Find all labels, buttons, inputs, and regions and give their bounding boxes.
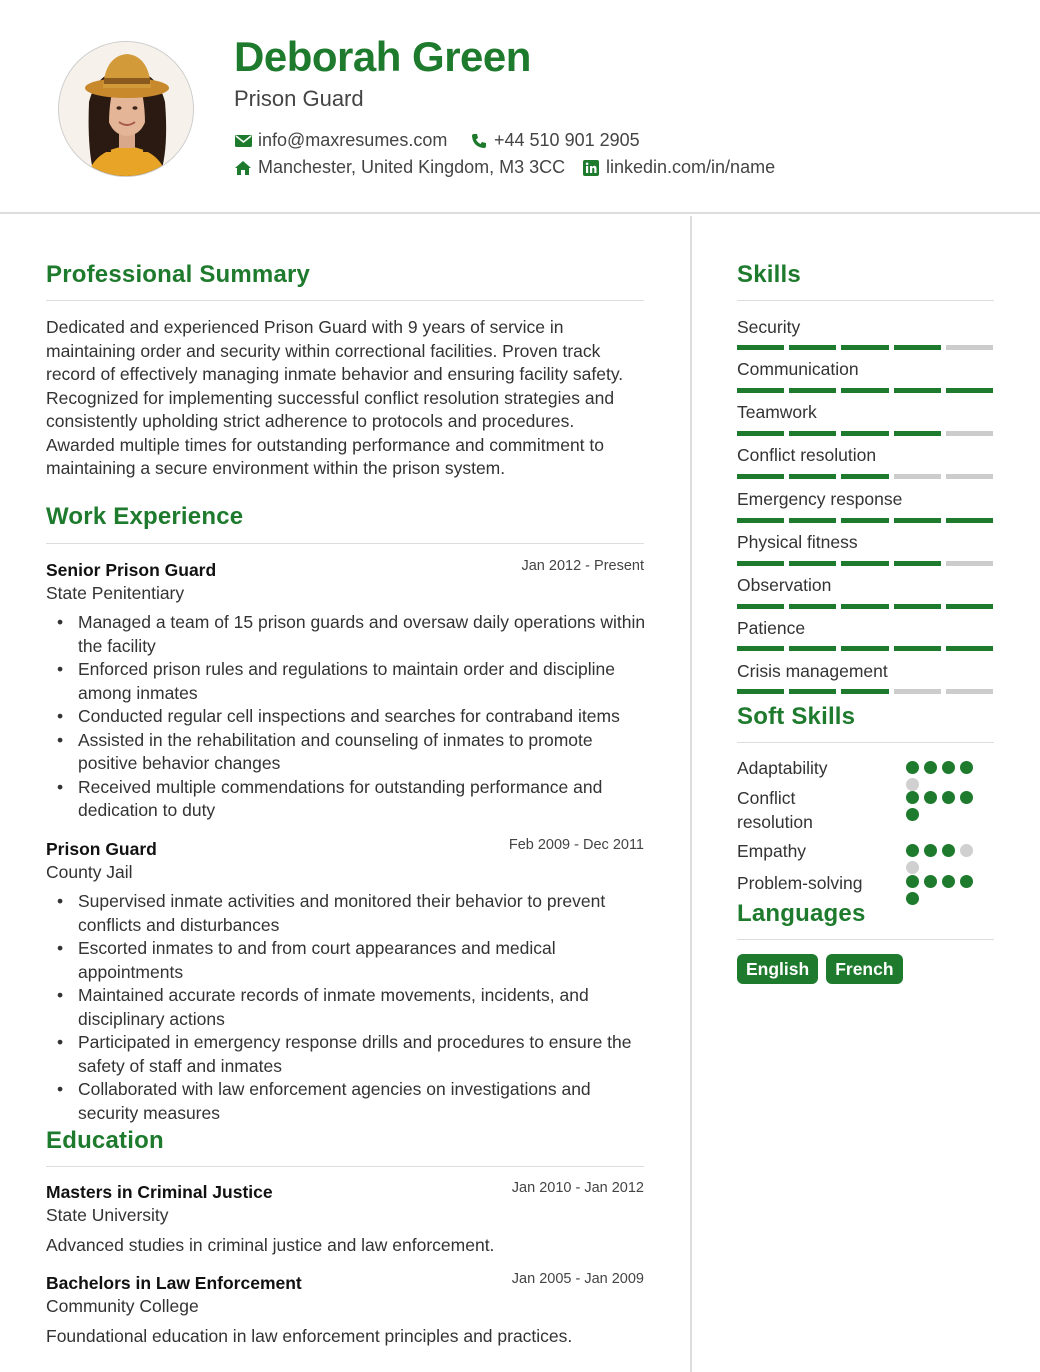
skill-level-segment <box>946 689 993 694</box>
rating-dot <box>924 791 937 804</box>
column-divider <box>690 216 692 1372</box>
skill-name: Security <box>737 317 801 337</box>
school-name: Community College <box>46 1296 199 1316</box>
soft-skill-rating <box>906 844 982 874</box>
skill-level-segment <box>946 388 993 393</box>
list-item: • Received multiple commendations for outstanding performance and dedication to duty <box>46 776 646 823</box>
skill-level-segment <box>737 474 784 479</box>
language-badge: English <box>737 954 818 984</box>
skill-level-segment <box>946 518 993 523</box>
skill-level-bar <box>737 345 993 350</box>
rating-dot <box>960 791 973 804</box>
skill-level-segment <box>737 431 784 436</box>
job-bullets <box>46 890 646 1125</box>
rating-dot <box>906 791 919 804</box>
rating-dot <box>906 844 919 857</box>
list-item: • Conducted regular cell inspections and searches for contraband items <box>46 705 646 729</box>
summary-heading: Professional Summary <box>46 261 311 288</box>
job-date: Jan 2012 - Present <box>521 558 644 574</box>
skill-name: Physical fitness <box>737 532 858 552</box>
list-item: • Managed a team of 15 prison guards and oversaw daily operations within the facility <box>46 611 646 658</box>
rating-dot <box>960 761 973 774</box>
linkedin-text: linkedin.com/in/name <box>606 157 776 177</box>
skill-level-segment <box>841 388 888 393</box>
education-divider <box>46 1166 644 1167</box>
skill-level-segment <box>946 561 993 566</box>
skill-level-segment <box>789 388 836 393</box>
list-item: • Enforced prison rules and regulations to maintain order and discipline among inmates <box>46 658 646 705</box>
phone-icon <box>470 132 488 150</box>
skill-level-segment <box>789 518 836 523</box>
skill-level-segment <box>894 431 941 436</box>
job-bullets <box>46 611 646 823</box>
candidate-role: Prison Guard <box>234 86 364 111</box>
skill-name: Patience <box>737 618 806 638</box>
skills-divider <box>737 300 994 301</box>
skill-level-segment <box>841 474 888 479</box>
soft-skill-rating <box>906 875 982 905</box>
languages-list <box>737 954 903 984</box>
candidate-name: Deborah Green <box>234 33 531 80</box>
resume-header <box>0 0 1040 214</box>
home-icon <box>234 159 252 177</box>
skill-level-segment <box>894 561 941 566</box>
summary-divider <box>46 300 644 301</box>
skill-level-segment <box>841 518 888 523</box>
soft-skill-name: Adaptability <box>737 758 828 778</box>
skill-level-segment <box>789 345 836 350</box>
skill-level-segment <box>894 345 941 350</box>
rating-dot <box>906 875 919 888</box>
skill-level-segment <box>894 604 941 609</box>
list-item: • Participated in emergency response drills and procedures to ensure the safety of staff and inmates <box>46 1031 646 1078</box>
contact-linkedin[interactable] <box>582 157 775 178</box>
skill-level-segment <box>737 646 784 651</box>
education-date: Jan 2010 - Jan 2012 <box>511 1180 644 1196</box>
skill-name: Crisis management <box>737 661 888 681</box>
languages-divider <box>737 939 994 940</box>
rating-dot <box>924 875 937 888</box>
skill-level-segment <box>894 518 941 523</box>
skill-name: Emergency response <box>737 489 903 509</box>
skill-level-segment <box>946 345 993 350</box>
rating-dot <box>942 761 955 774</box>
experience-divider <box>46 543 644 544</box>
skill-level-bar <box>737 689 993 694</box>
address-text: Manchester, United Kingdom, M3 3CC <box>258 157 566 177</box>
soft-skills-divider <box>737 742 994 743</box>
phone-text: +44 510 901 2905 <box>494 130 640 150</box>
skill-level-segment <box>946 431 993 436</box>
skill-level-segment <box>789 689 836 694</box>
rating-dot <box>960 844 973 857</box>
education-heading: Education <box>46 1127 164 1154</box>
soft-skill-rating <box>906 761 982 791</box>
skill-level-segment <box>737 345 784 350</box>
skill-level-segment <box>841 345 888 350</box>
skill-name: Teamwork <box>737 402 817 422</box>
skill-level-segment <box>946 604 993 609</box>
education-description: Foundational education in law enforcement principles and practices. <box>46 1326 573 1346</box>
rating-dot <box>942 791 955 804</box>
skill-name: Observation <box>737 575 832 595</box>
job-title: Senior Prison Guard <box>46 560 217 580</box>
job-title: Prison Guard <box>46 839 157 859</box>
skill-level-bar <box>737 604 993 609</box>
skill-level-segment <box>841 431 888 436</box>
rating-dot <box>906 892 919 905</box>
skill-level-bar <box>737 474 993 479</box>
list-item: • Maintained accurate records of inmate movements, incidents, and disciplinary actions <box>46 984 646 1031</box>
contact-address <box>234 157 565 178</box>
rating-dot <box>906 778 919 791</box>
skill-level-segment <box>841 646 888 651</box>
soft-skills-heading: Soft Skills <box>737 703 856 730</box>
education-date: Jan 2005 - Jan 2009 <box>511 1271 644 1287</box>
contact-email[interactable] <box>234 130 447 151</box>
skill-level-segment <box>737 561 784 566</box>
list-item: • Escorted inmates to and from court appearances and medical appointments <box>46 937 646 984</box>
soft-skill-name: Empathy <box>737 841 807 861</box>
summary-text: Dedicated and experienced Prison Guard with 9 years of service in maintaining order and security within correctional facilities. Proven track record of effectively managing inmate behavior and ensuring facility safety. Recognized for implementing successful conflict resolution strategies and consistently upholding strict adherence to protocols and procedures. Awarded multiple times for outstanding performance and commitment to maintaining a secure environment within the prison system. <box>46 317 624 478</box>
list-item: • Assisted in the rehabilitation and counseling of inmates to promote positive behavior changes <box>46 729 646 776</box>
skill-level-segment <box>789 646 836 651</box>
rating-dot <box>942 875 955 888</box>
skill-level-bar <box>737 431 993 436</box>
skill-name: Conflict resolution <box>737 445 877 465</box>
skill-level-segment <box>737 518 784 523</box>
skill-level-segment <box>841 689 888 694</box>
job-organization: State Penitentiary <box>46 583 185 603</box>
skill-name: Communication <box>737 359 859 379</box>
contact-phone[interactable] <box>470 130 640 151</box>
skill-level-segment <box>894 689 941 694</box>
skill-level-segment <box>789 431 836 436</box>
rating-dot <box>906 808 919 821</box>
skill-level-segment <box>737 604 784 609</box>
rating-dot <box>942 844 955 857</box>
rating-dot <box>906 761 919 774</box>
soft-skill-name: Conflict resolution <box>737 788 813 832</box>
skill-level-segment <box>894 646 941 651</box>
skill-level-segment <box>789 561 836 566</box>
list-item: • Collaborated with law enforcement agencies on investigations and security measures <box>46 1078 646 1125</box>
soft-skill-name: Problem-solving <box>737 873 863 893</box>
skill-level-bar <box>737 561 993 566</box>
avatar <box>58 41 194 177</box>
skills-heading: Skills <box>737 261 801 288</box>
skill-level-segment <box>841 604 888 609</box>
list-item: • Supervised inmate activities and monitored their behavior to prevent conflicts and disturbances <box>46 890 646 937</box>
skill-level-bar <box>737 646 993 651</box>
job-date: Feb 2009 - Dec 2011 <box>508 837 644 853</box>
skill-level-segment <box>841 561 888 566</box>
skill-level-segment <box>737 388 784 393</box>
linkedin-icon <box>582 159 600 177</box>
skill-level-bar <box>737 518 993 523</box>
rating-dot <box>960 875 973 888</box>
skill-level-segment <box>894 388 941 393</box>
rating-dot <box>924 761 937 774</box>
degree-title: Bachelors in Law Enforcement <box>46 1273 302 1293</box>
skill-level-segment <box>789 474 836 479</box>
skill-level-segment <box>737 689 784 694</box>
skill-level-segment <box>789 604 836 609</box>
language-badge: French <box>826 954 902 984</box>
rating-dot <box>924 844 937 857</box>
soft-skill-rating <box>906 791 982 821</box>
skill-level-segment <box>946 474 993 479</box>
education-description: Advanced studies in criminal justice and law enforcement. <box>46 1235 495 1255</box>
school-name: State University <box>46 1205 169 1225</box>
skill-level-segment <box>946 646 993 651</box>
experience-heading: Work Experience <box>46 503 244 530</box>
skill-level-segment <box>894 474 941 479</box>
rating-dot <box>906 861 919 874</box>
job-organization: County Jail <box>46 862 133 882</box>
degree-title: Masters in Criminal Justice <box>46 1182 273 1202</box>
languages-heading: Languages <box>737 900 866 927</box>
envelope-icon <box>234 132 252 150</box>
email-text: info@maxresumes.com <box>258 130 448 150</box>
skill-level-bar <box>737 388 993 393</box>
